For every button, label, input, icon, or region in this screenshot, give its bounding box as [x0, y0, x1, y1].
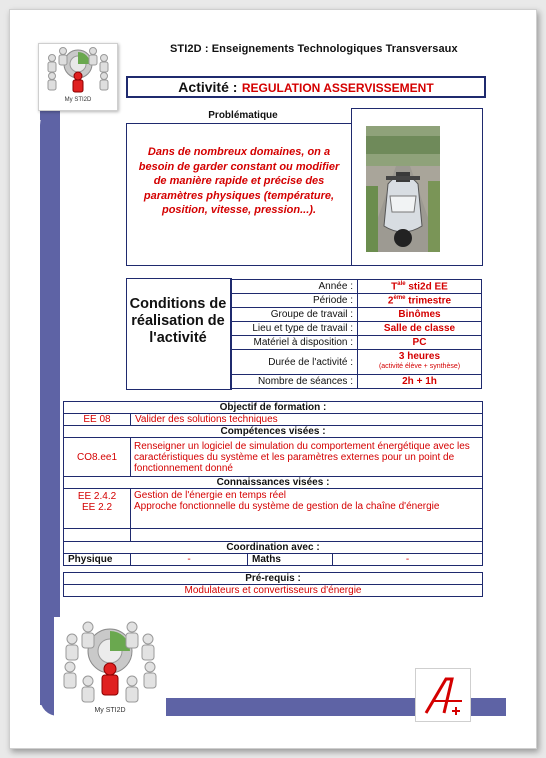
condition-value: PC [358, 336, 482, 350]
coordination-value-maths: - [333, 554, 483, 566]
competences-code: CO8.ee1 [64, 438, 131, 477]
condition-label: Nombre de séances : [231, 375, 358, 389]
condition-value: Binômes [358, 308, 482, 322]
condition-label: Matériel à disposition : [231, 336, 358, 350]
coordination-title: Coordination avec : [64, 542, 483, 554]
connaissance-code: EE 2.2 [81, 502, 113, 513]
objectives-table [63, 401, 483, 566]
condition-label: Lieu et type de travail : [231, 322, 358, 336]
condition-value: 2h + 1h [358, 375, 482, 389]
conditions-table [230, 279, 482, 389]
activity-box [126, 76, 486, 98]
objective-text: Valider des solutions techniques [131, 414, 483, 426]
objective-code: EE 08 [64, 414, 131, 426]
competences-text: Renseigner un logiciel de simulation du comportement énergétique avec les caractéristiques du système et les paramètres externes pour un point de fonctionnement donné [131, 438, 483, 477]
scooter-photo [366, 126, 440, 252]
condition-row [231, 336, 482, 350]
prerequis-table [63, 572, 483, 597]
coordination-value-physique: - [131, 554, 248, 566]
condition-value: Salle de classe [358, 322, 482, 336]
competences-title: Compétences visées : [64, 426, 483, 438]
condition-label: Période : [231, 294, 358, 308]
connaissances-title: Connaissances visées : [64, 477, 483, 489]
brand-a-icon [416, 669, 470, 721]
connaissance-item: Approche fonctionnelle du système de gestion de la chaîne d'énergie [134, 501, 440, 512]
logo-small [38, 43, 118, 111]
condition-label: Durée de l'activité : [231, 350, 358, 375]
prerequis-title: Pré-requis : [64, 573, 483, 585]
coordination-subject-maths: Maths [248, 554, 333, 566]
connaissance-code: EE 2.4.2 [77, 491, 117, 502]
condition-row [231, 294, 482, 308]
page-title: STI2D : Enseignements Technologiques Transversaux [170, 43, 458, 55]
prerequis-text: Modulateurs et convertisseurs d'énergie [64, 585, 483, 597]
condition-value: 2ème trimestre [358, 294, 482, 308]
logo-large [54, 617, 166, 721]
coordination-subject-physique: Physique [64, 554, 131, 566]
people-circle-icon [54, 617, 166, 705]
activity-label: Activité : [178, 79, 238, 95]
condition-value: 3 heures (activité élève + synthèse) [358, 350, 482, 375]
condition-label: Groupe de travail : [231, 308, 358, 322]
problem-text: Dans de nombreux domaines, on a besoin de garder constant ou modifier de manière rapide et précise des paramètres physiques (température, position, vitesse, pression...). [138, 146, 340, 216]
activity-value: REGULATION ASSERVISSEMENT [241, 81, 434, 95]
connaissances-items [131, 489, 483, 529]
logo-large-caption: My STI2D [94, 707, 126, 714]
condition-row [231, 375, 482, 389]
people-circle-icon [39, 44, 117, 98]
document-page [9, 9, 537, 749]
condition-row [231, 322, 482, 336]
duration-note: (activité élève + synthèse) [378, 363, 461, 370]
objective-title: Objectif de formation : [64, 402, 483, 414]
problem-title: Problématique [208, 110, 278, 121]
condition-row [231, 308, 482, 322]
condition-value: $T^{ale}$ sti2d EE [358, 280, 482, 294]
brand-logo-box [415, 668, 471, 722]
logo-small-caption: My STI2D [64, 97, 92, 103]
condition-row [231, 280, 482, 294]
side-bar-decoration [40, 105, 60, 705]
connaissances-codes [64, 489, 131, 529]
connaissance-item: Gestion de l'énergie en temps réel [134, 490, 286, 501]
conditions-title: Conditions de réalisation de l'activité [129, 296, 227, 346]
condition-row [231, 350, 482, 375]
condition-label: Année : [231, 280, 358, 294]
